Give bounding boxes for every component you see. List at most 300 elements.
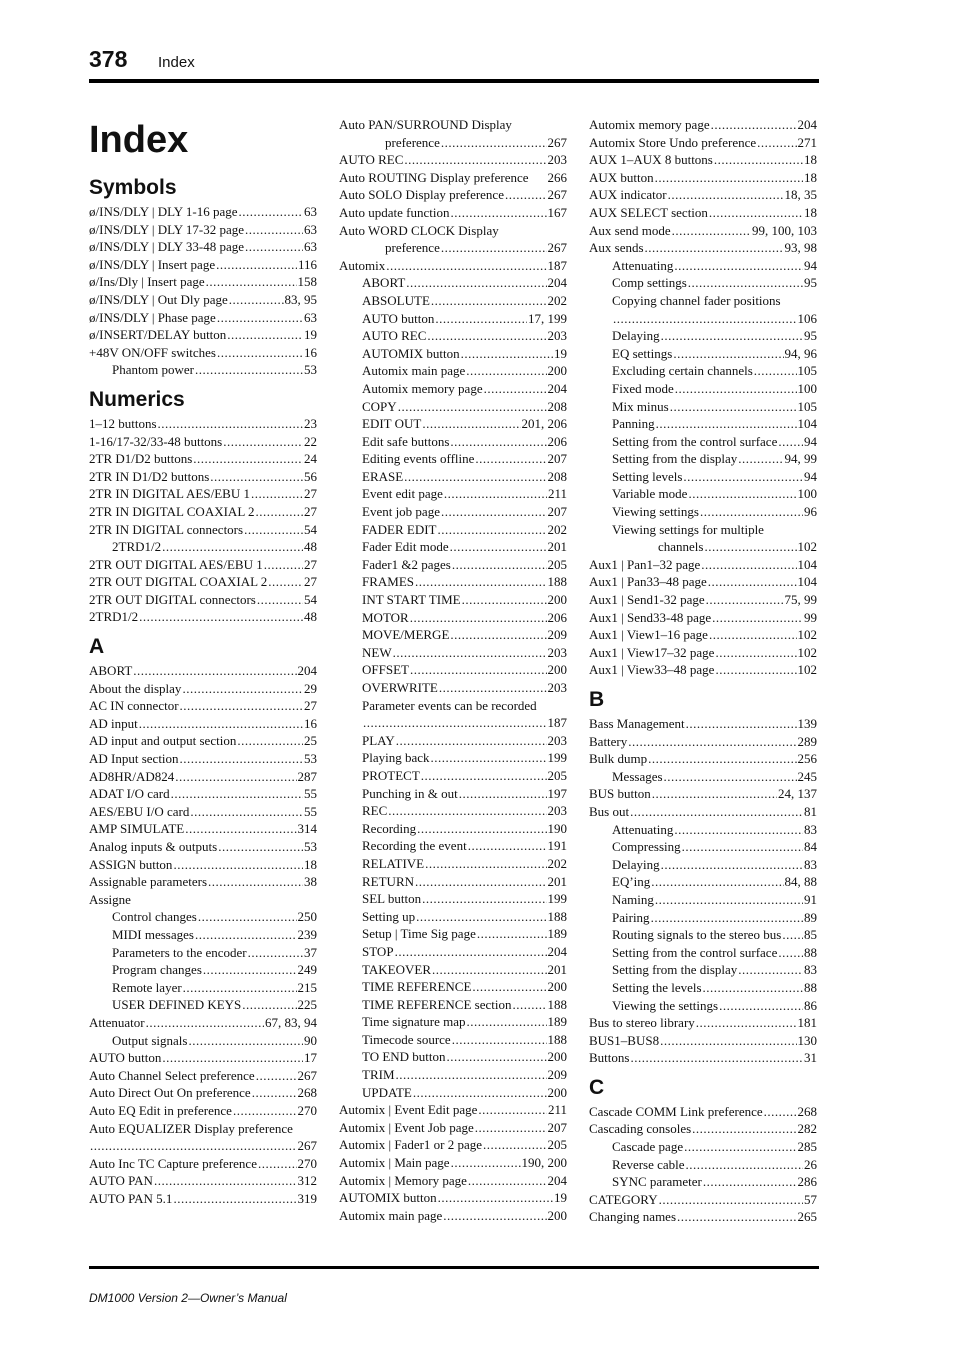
index-entry-pages: 102: [797, 627, 817, 643]
index-entry-term: Aux1 | Pan33–48 page: [589, 574, 707, 590]
index-entry-pages: 267: [297, 1138, 317, 1154]
index-entry: [589, 1173, 817, 1191]
index-entry-term: Parameter events can be recorded: [362, 697, 537, 713]
dot-leader: [630, 1049, 803, 1067]
dot-leader: [171, 785, 303, 803]
index-entry-pages: 215: [297, 979, 317, 995]
dot-leader: [242, 996, 296, 1014]
dot-leader: [709, 626, 797, 644]
index-entry-pages: 200: [547, 1207, 567, 1223]
index-entry: [589, 186, 817, 204]
dot-leader: [706, 591, 784, 609]
index-entry-pages: 209: [547, 1067, 567, 1083]
index-entry-pages: 53: [304, 362, 317, 378]
dot-leader: [422, 415, 520, 433]
index-entry-term: 2TR IN DIGITAL connectors: [89, 521, 244, 537]
index-entry-pages: 104: [797, 556, 817, 572]
dot-leader: [413, 1084, 547, 1102]
index-entry-term: About the display: [89, 680, 182, 696]
index-entry-pages: 267: [547, 187, 567, 203]
index-entry-pages: 31: [804, 1050, 817, 1066]
index-entry-pages: 19: [554, 1190, 567, 1206]
index-entry-pages: 48: [304, 609, 317, 625]
index-entry-term: 2TR IN DIGITAL AES/EBU 1: [89, 486, 250, 502]
index-entry-term: Automix | Memory page: [339, 1172, 467, 1188]
index-entry-pages: 199: [547, 750, 567, 766]
index-entry: [589, 644, 817, 662]
dot-leader: [210, 468, 303, 486]
index-entry-pages: 25: [304, 733, 317, 749]
dot-leader: [444, 485, 547, 503]
index-entry: [339, 116, 567, 134]
index-entry: [89, 1084, 317, 1102]
index-entry-term: TAKEOVER: [362, 961, 432, 977]
index-entry: [589, 433, 817, 451]
dot-leader: [404, 468, 546, 486]
dot-leader: [655, 891, 803, 909]
dot-leader: [239, 203, 303, 221]
index-entry-pages: 191: [547, 838, 567, 854]
index-entry-pages: 202: [547, 855, 567, 871]
index-entry: [589, 715, 817, 733]
index-entry: [589, 1120, 817, 1138]
index-entry-term: AUTO button: [89, 1050, 162, 1066]
dot-leader: [185, 820, 296, 838]
index-entry-pages: 24: [304, 451, 317, 467]
index-entry-pages: 88: [804, 944, 817, 960]
index-entry-pages: 287: [297, 768, 317, 784]
dot-leader: [425, 855, 546, 873]
index-entry: [89, 1067, 317, 1085]
dot-leader: [684, 1138, 796, 1156]
index-entry-pages: 53: [304, 839, 317, 854]
index-entry: [589, 538, 817, 556]
index-entry: [89, 680, 317, 698]
index-entry: [589, 521, 817, 539]
index-entry-pages: 27: [304, 556, 317, 572]
index-entry: [339, 450, 567, 468]
index-entry: [339, 134, 567, 152]
index-entry-pages: 26: [804, 1156, 817, 1172]
index-entry-term: Setting from the display: [612, 451, 738, 467]
dot-leader: [438, 521, 547, 539]
index-entry: [89, 1049, 317, 1067]
dot-leader: [227, 326, 303, 344]
dot-leader: [206, 273, 297, 291]
dot-leader: [712, 609, 803, 627]
index-entry-pages: 83, 95: [284, 291, 317, 307]
dot-leader: [484, 380, 547, 398]
index-entry-term: NEW: [362, 644, 392, 660]
header-rule: [89, 79, 819, 83]
index-entry-term: Aux1 | View33–48 page: [589, 662, 715, 678]
index-entry-term: Control changes: [112, 909, 197, 925]
index-entry: [339, 345, 567, 363]
index-entry: [339, 239, 567, 257]
index-section-heading: C: [589, 1075, 605, 1099]
dot-leader: [415, 873, 547, 891]
index-entry-term: SYNC parameter: [612, 1174, 702, 1190]
index-entry: [339, 855, 567, 873]
index-entry: [339, 873, 567, 891]
index-entry-term: AUTO REC: [362, 328, 427, 344]
dot-leader: [264, 556, 303, 574]
dot-leader: [645, 239, 784, 257]
dot-leader: [688, 274, 803, 292]
index-entry: [339, 732, 567, 750]
index-entry-term: Auto WORD CLOCK Display: [339, 222, 499, 238]
index-entry: [589, 380, 817, 398]
index-entry: [339, 767, 567, 785]
dot-leader: [396, 732, 547, 750]
index-entry-pages: 256: [797, 751, 817, 767]
index-entry-pages: 268: [797, 1103, 817, 1119]
dot-leader: [208, 873, 303, 891]
index-entry-pages: 100: [797, 486, 817, 502]
index-entry: [89, 485, 317, 503]
index-entry-term: RELATIVE: [362, 855, 425, 871]
index-entry-term: Analog inputs & outputs: [89, 839, 218, 854]
index-entry-pages: 265: [797, 1209, 817, 1225]
index-entry-pages: 95: [804, 328, 817, 344]
index-entry: [89, 326, 317, 344]
index-entry-pages: 83: [804, 962, 817, 978]
index-entry: [589, 609, 817, 627]
index-entry-term: UPDATE: [362, 1084, 412, 1100]
index-entry-pages: 22: [304, 433, 317, 449]
index-entry: [339, 837, 567, 855]
index-entry-term: Setup | Time Sig page: [362, 926, 476, 942]
index-entry-term: AUX 1–AUX 8 buttons: [589, 152, 713, 168]
index-entry-term: Auto update function: [339, 204, 450, 220]
index-entry: [589, 573, 817, 591]
dot-leader: [461, 345, 553, 363]
index-entry-term: Assignable parameters: [89, 874, 208, 890]
index-entry-term: 2TR OUT DIGITAL COAXIAL 2: [89, 574, 268, 590]
index-entry-pages: 249: [297, 962, 317, 978]
index-entry: [339, 785, 567, 803]
dot-leader: [450, 433, 546, 451]
index-entry-term: TIME REFERENCE section: [362, 996, 512, 1012]
running-header: Index: [158, 54, 195, 71]
index-entry: [589, 856, 817, 874]
index-entry-pages: 203: [547, 680, 567, 695]
dot-leader: [217, 309, 303, 327]
dot-leader: [363, 714, 547, 732]
index-entry: [89, 433, 317, 451]
index-entry-pages: 102: [797, 662, 817, 678]
index-entry: [589, 222, 817, 240]
index-entry-term: channels: [658, 539, 704, 555]
dot-leader: [447, 1048, 547, 1066]
index-entry-pages: 27: [304, 574, 317, 590]
index-entry: [589, 292, 817, 310]
index-entry: [339, 890, 567, 908]
index-entry-term: Event edit page: [362, 486, 443, 502]
index-entry: [339, 1189, 567, 1207]
index-entry: [589, 821, 817, 839]
index-entry: [89, 608, 317, 626]
index-entry: [89, 662, 317, 680]
dot-leader: [477, 925, 547, 943]
index-entry-pages: 319: [297, 1190, 317, 1206]
index-entry-pages: 190, 200: [521, 1155, 567, 1171]
index-entry-term: Assigne: [89, 891, 131, 907]
index-entry-term: Parameters to the encoder: [112, 944, 247, 960]
dot-leader: [190, 803, 303, 821]
index-entry-pages: 205: [547, 556, 567, 572]
index-entry: [589, 909, 817, 927]
index-entry: [89, 785, 317, 803]
index-entry-term: Cascade page: [612, 1139, 684, 1155]
index-entry-pages: 211: [547, 1102, 567, 1118]
dot-leader: [183, 979, 297, 997]
index-entry: [339, 292, 567, 310]
dot-leader: [435, 310, 527, 328]
index-entry-term: TRIM: [362, 1067, 395, 1083]
index-entry-pages: 267: [297, 1067, 317, 1083]
index-entry-term: CATEGORY: [589, 1191, 658, 1207]
index-title: Index: [89, 119, 189, 161]
index-entry-term: AUTO PAN: [89, 1173, 153, 1189]
index-entry: [89, 732, 317, 750]
index-entry-term: Auto EQ Edit in preference: [89, 1102, 232, 1118]
index-entry: [89, 891, 317, 909]
dot-leader: [193, 450, 303, 468]
index-entry-term: 1–12 buttons: [89, 415, 157, 431]
dot-leader: [386, 257, 546, 275]
dot-leader: [472, 978, 546, 996]
index-entry-term: Aux1 | Pan1–32 page: [589, 556, 701, 572]
index-entry: [89, 1032, 317, 1050]
index-entry-term: FADER EDIT: [362, 521, 437, 537]
index-entry-term: Excluding certain channels: [612, 363, 753, 379]
dot-leader: [223, 433, 303, 451]
dot-leader: [244, 521, 303, 539]
index-entry-term: EDIT OUT: [362, 416, 422, 432]
index-entry: [89, 820, 317, 838]
dot-leader: [652, 785, 777, 803]
dot-leader: [475, 450, 546, 468]
dot-leader: [452, 556, 547, 574]
dot-leader: [754, 362, 797, 380]
index-entry-pages: 181: [797, 1015, 817, 1031]
index-entry: [89, 768, 317, 786]
index-entry-term: Fader1 &2 pages: [362, 556, 451, 572]
index-entry: [339, 1066, 567, 1084]
dot-leader: [450, 204, 546, 222]
index-entry-term: AUX indicator: [589, 187, 667, 203]
page-number: 378: [89, 46, 128, 72]
index-entry-pages: 19: [304, 327, 317, 343]
dot-leader: [701, 556, 796, 574]
index-entry-term: ø/INS/DLY | Insert page: [89, 256, 216, 272]
index-entry-term: Aux1 | Send1-32 page: [589, 592, 705, 608]
dot-leader: [393, 644, 547, 662]
index-entry: [589, 415, 817, 433]
index-entry-pages: 94: [804, 433, 817, 449]
index-entry-pages: 208: [547, 398, 567, 414]
index-entry: [589, 151, 817, 169]
index-entry-term: AC IN connector: [89, 698, 179, 714]
index-entry-term: Auto Channel Select preference: [89, 1067, 255, 1083]
dot-leader: [483, 1136, 546, 1154]
index-entry: [89, 1155, 317, 1173]
index-entry-term: ERASE: [362, 468, 404, 484]
index-entry-pages: 250: [297, 909, 317, 925]
index-entry: [339, 661, 567, 679]
index-entry-term: BUS1–BUS8: [589, 1032, 660, 1048]
dot-leader: [664, 768, 797, 786]
index-entry-pages: 200: [547, 979, 567, 995]
dot-leader: [703, 1173, 797, 1191]
dot-leader: [513, 996, 547, 1014]
index-entry-pages: 84: [804, 839, 817, 855]
index-entry-pages: 37: [304, 944, 317, 960]
index-entry-term: Automix | Fader1 or 2 page: [339, 1137, 483, 1153]
index-section-heading: A: [89, 635, 105, 659]
index-entry-pages: 18: [304, 856, 317, 872]
index-entry-pages: 63: [304, 221, 317, 237]
index-entry: [89, 450, 317, 468]
index-entry: [339, 222, 567, 240]
index-entry-pages: 207: [547, 1119, 567, 1135]
index-entry-term: 1-16/17-32/33-48 buttons: [89, 433, 223, 449]
dot-leader: [686, 715, 797, 733]
index-entry-pages: 203: [547, 644, 567, 660]
index-entry-term: USER DEFINED KEYS: [112, 997, 242, 1013]
index-entry-term: Bass Management: [589, 716, 685, 731]
dot-leader: [218, 838, 303, 856]
index-entry-term: 2TR IN D1/D2 buttons: [89, 468, 210, 484]
index-entry: [339, 961, 567, 979]
index-entry: [589, 1138, 817, 1156]
index-entry-term: Bus out: [589, 803, 630, 819]
index-entry-term: Auto EQUALIZER Display preference: [89, 1120, 293, 1136]
index-entry-pages: 104: [797, 574, 817, 590]
index-entry-pages: 200: [547, 1084, 567, 1100]
index-entry-term: Automix main page: [362, 363, 466, 379]
index-entry-term: Aux1 | Send33-48 page: [589, 609, 712, 625]
index-entry-term: Auto Inc TC Capture preference: [89, 1155, 257, 1171]
dot-leader: [195, 926, 297, 944]
dot-leader: [704, 538, 796, 556]
index-entry-pages: 18: [804, 152, 817, 168]
dot-leader: [708, 573, 797, 591]
index-entry-term: Viewing settings for multiple: [612, 521, 764, 537]
index-entry: [589, 134, 817, 152]
index-entry: [589, 750, 817, 768]
dot-leader: [450, 538, 547, 556]
index-entry: [589, 979, 817, 997]
index-entry-pages: 48: [304, 539, 317, 555]
index-entry-pages: 204: [797, 117, 817, 132]
index-entry: [89, 309, 317, 327]
index-entry: [339, 186, 567, 204]
index-entry-term: 2TR OUT DIGITAL AES/EBU 1: [89, 556, 263, 572]
index-entry: [339, 151, 567, 169]
index-entry-pages: 314: [297, 821, 317, 837]
index-entry-pages: 201, 206: [521, 416, 567, 432]
index-entry-pages: 282: [797, 1121, 817, 1137]
dot-leader: [162, 1049, 303, 1067]
dot-leader: [628, 733, 796, 751]
index-entry-term: ø/INS/DLY | DLY 17-32 page: [89, 221, 245, 237]
index-entry: [589, 204, 817, 222]
index-entry: [339, 609, 567, 627]
index-entry-pages: 75, 99: [784, 592, 817, 608]
index-entry-pages: 190: [547, 820, 567, 836]
index-entry-pages: 188: [547, 574, 567, 590]
dot-leader: [764, 1103, 797, 1121]
index-entry-term: 2TR D1/D2 buttons: [89, 451, 193, 467]
index-entry-pages: 205: [547, 767, 567, 783]
dot-leader: [146, 1014, 264, 1032]
index-entry: [339, 398, 567, 416]
index-entry-pages: 286: [797, 1174, 817, 1190]
index-entry-term: ø/Ins/Dly | Insert page: [89, 274, 205, 290]
index-entry-pages: 24, 137: [778, 786, 817, 802]
index-entry-term: 2TRD1/2: [89, 609, 139, 625]
dot-leader: [431, 292, 547, 310]
dot-leader: [217, 344, 303, 362]
dot-leader: [396, 1066, 547, 1084]
index-entry-pages: 201: [547, 873, 567, 889]
dot-leader: [711, 116, 797, 134]
index-entry-pages: 203: [547, 803, 567, 819]
dot-leader: [451, 1154, 521, 1172]
index-entry: [89, 697, 317, 715]
dot-leader: [661, 856, 803, 874]
index-entry-pages: 268: [297, 1085, 317, 1101]
index-entry: [89, 521, 317, 539]
index-entry-pages: 204: [547, 275, 567, 291]
dot-leader: [410, 609, 547, 627]
index-entry-term: EQ settings: [612, 345, 673, 361]
index-entry-term: AUTOMIX button: [362, 345, 460, 361]
index-entry: [589, 803, 817, 821]
index-entry-term: Delaying: [612, 328, 660, 344]
index-entry-pages: 85: [804, 927, 817, 943]
index-entry: [339, 978, 567, 996]
index-entry: [339, 1172, 567, 1190]
index-entry: [589, 944, 817, 962]
index-entry: [89, 415, 317, 433]
index-entry-pages: 208: [547, 468, 567, 484]
index-entry: [589, 257, 817, 275]
dot-leader: [450, 626, 546, 644]
index-entry-term: Cascade COMM Link preference: [589, 1103, 763, 1119]
index-entry-pages: 209: [547, 627, 567, 643]
dot-leader: [421, 767, 547, 785]
index-entry-pages: 270: [297, 1155, 317, 1171]
index-entry-term: Setting levels: [612, 468, 683, 484]
dot-leader: [198, 908, 297, 926]
index-entry-pages: 23: [304, 415, 317, 431]
index-entry: [89, 856, 317, 874]
index-entry-pages: 203: [547, 152, 567, 168]
dot-leader: [173, 1190, 296, 1208]
index-entry: [339, 380, 567, 398]
dot-leader: [648, 750, 796, 768]
dot-leader: [395, 943, 547, 961]
index-entry-pages: 225: [297, 997, 317, 1013]
index-entry-term: Attenuating: [612, 821, 674, 837]
dot-leader: [715, 644, 796, 662]
index-entry: [589, 591, 817, 609]
index-entry-term: Auto Direct Out On preference: [89, 1085, 251, 1101]
index-entry: [339, 310, 567, 328]
